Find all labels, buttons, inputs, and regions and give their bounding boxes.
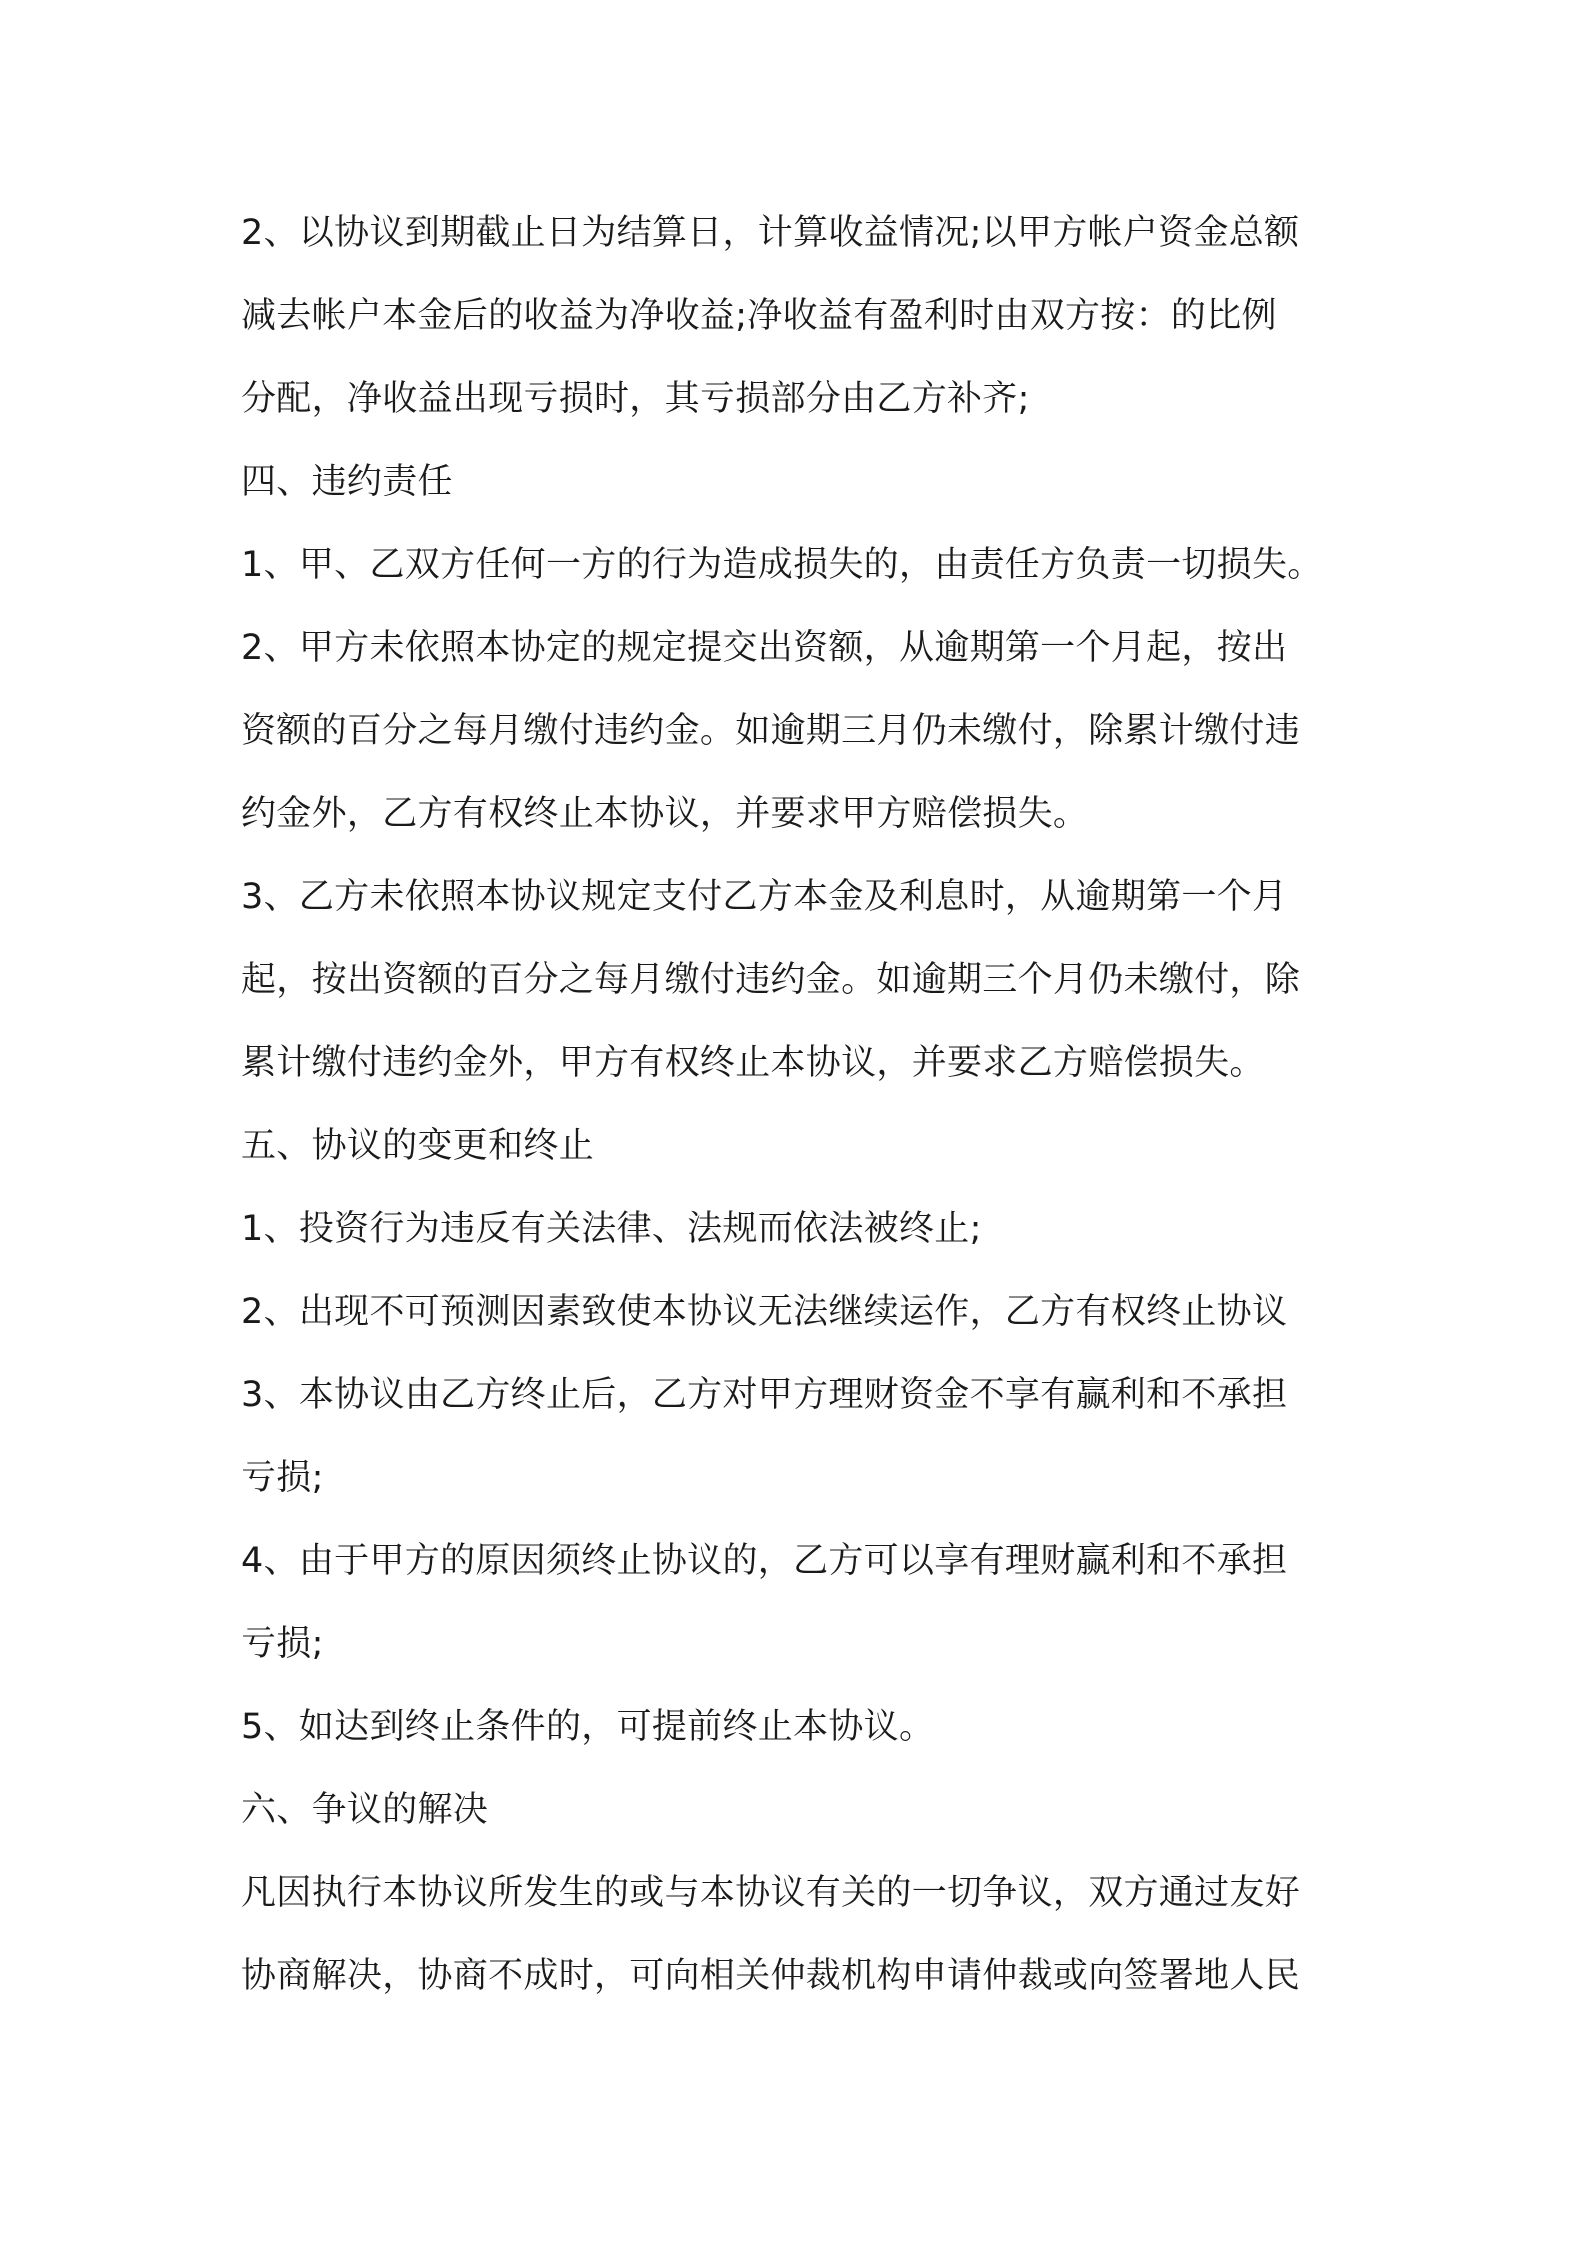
text-line: 亏损;: [241, 1624, 324, 1664]
text-line: 资额的百分之每月缴付违约金。如逾期三月仍未缴付，除累计缴付违: [241, 711, 1301, 751]
text-line: 2、以协议到期截止日为结算日，计算收益情况;以甲方帐户资金总额: [241, 213, 1300, 253]
section-heading: 六、争议的解决: [241, 1790, 489, 1830]
text-line: 协商解决，协商不成时，可向相关仲裁机构申请仲裁或向签署地人民: [241, 1956, 1301, 1996]
text-line: 5、如达到终止条件的，可提前终止本协议。: [241, 1707, 935, 1747]
text-line: 3、本协议由乙方终止后，乙方对甲方理财资金不享有赢利和不承担: [241, 1375, 1288, 1415]
text-line: 分配，净收益出现亏损时，其亏损部分由乙方补齐;: [241, 379, 1030, 419]
text-line: 减去帐户本金后的收益为净收益;净收益有盈利时由双方按：的比例: [241, 296, 1277, 336]
text-line: 4、由于甲方的原因须终止协议的，乙方可以享有理财赢利和不承担: [241, 1541, 1288, 1581]
text-line: 凡因执行本协议所发生的或与本协议有关的一切争议，双方通过友好: [241, 1873, 1301, 1913]
document-body: [241, 192, 1371, 2018]
text-line: 1、投资行为违反有关法律、法规而依法被终止;: [241, 1209, 982, 1249]
text-line: 起，按出资额的百分之每月缴付违约金。如逾期三个月仍未缴付，除: [241, 960, 1301, 1000]
text-line: 累计缴付违约金外，甲方有权终止本协议，并要求乙方赔偿损失。: [241, 1043, 1265, 1083]
section-heading: 四、违约责任: [241, 462, 453, 502]
text-line: 3、乙方未依照本协议规定支付乙方本金及利息时，从逾期第一个月: [241, 877, 1288, 917]
text-line: 约金外，乙方有权终止本协议，并要求甲方赔偿损失。: [241, 794, 1089, 834]
text-line: 2、出现不可预测因素致使本协议无法继续运作，乙方有权终止协议: [241, 1292, 1288, 1332]
section-heading: 五、协议的变更和终止: [241, 1126, 595, 1166]
text-line: 亏损;: [241, 1458, 324, 1498]
text-line: 1、甲、乙双方任何一方的行为造成损失的，由责任方负责一切损失。: [241, 545, 1323, 585]
text-line: 2、甲方未依照本协定的规定提交出资额，从逾期第一个月起，按出: [241, 628, 1288, 668]
